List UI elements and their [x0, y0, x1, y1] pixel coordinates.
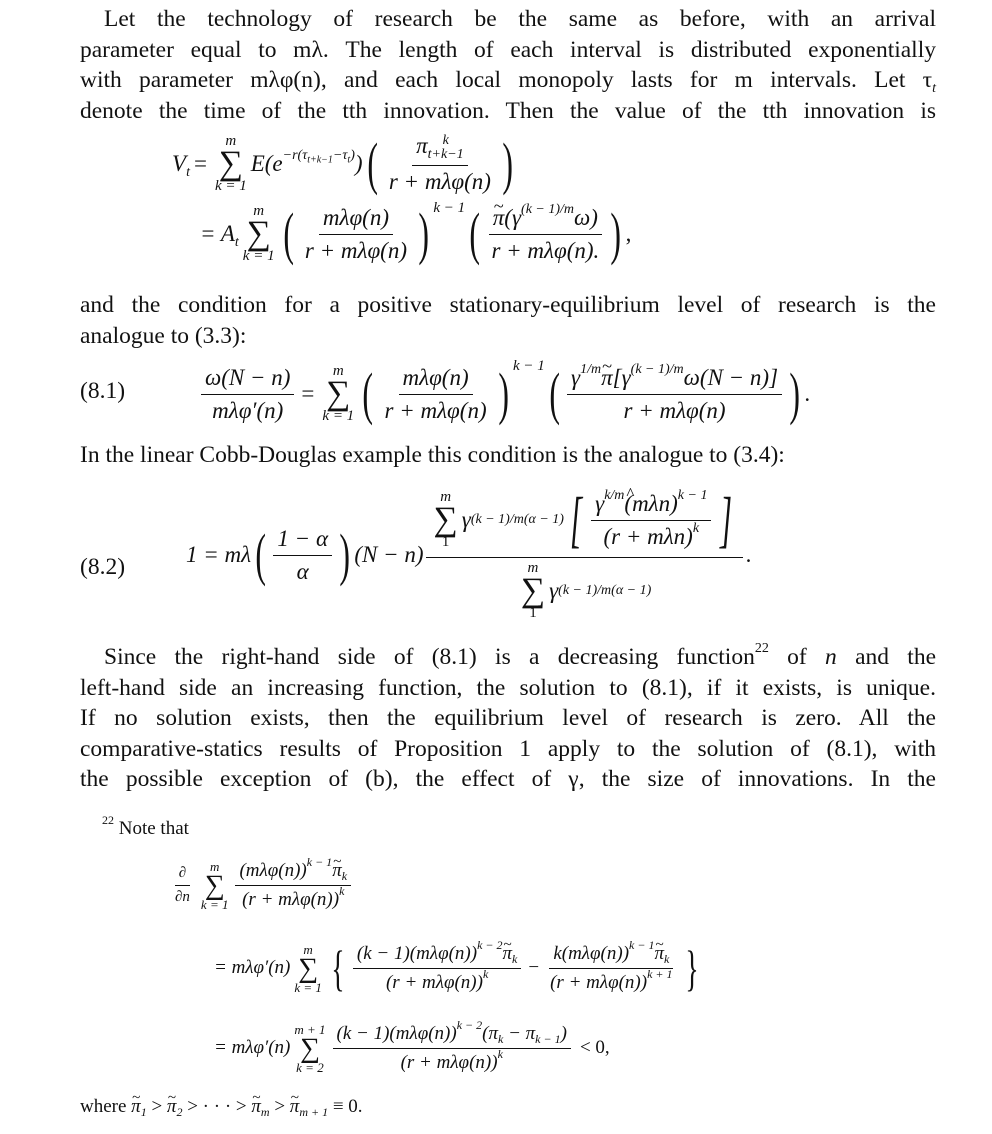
punctuation: . [745, 542, 752, 567]
denominator: ∂n [175, 888, 190, 905]
eq-text: γ [461, 507, 471, 532]
eq-text: 1 = mλ [186, 542, 252, 567]
eq-text: V [172, 151, 187, 176]
sum-upper-limit: m [527, 560, 539, 576]
sum-upper-limit: m [303, 941, 313, 957]
eq-text: γ [571, 364, 581, 390]
sum-lower-limit: 1 [441, 534, 450, 550]
eq-text: ω(N − n)] [683, 364, 779, 390]
eq-text: (k − 1)(mλφ(n)) [356, 942, 478, 964]
eq-text: ≡ 0. [332, 1096, 363, 1117]
eq-text: > [151, 1096, 163, 1117]
left-paren-icon: ( [255, 522, 267, 587]
fraction [235, 854, 351, 911]
derivative-operator [171, 865, 194, 906]
denominator [599, 521, 703, 550]
eq-text: Since the right-hand side of (8.1) is a decreasing function [104, 644, 755, 670]
eq-text: − π [503, 1022, 536, 1044]
equals-sign: = [301, 381, 315, 406]
eq-text: (π [482, 1022, 498, 1044]
pi-tilde: ~ π [503, 943, 513, 965]
text-line: Let the technology of research be the same as before, with an arrival [104, 6, 936, 32]
subscript: k [341, 868, 348, 883]
eq-text: (r + mλφ(n)) [242, 888, 340, 910]
pi-tilde: ~ π [601, 365, 613, 391]
denominator [546, 966, 676, 994]
denominator [382, 966, 492, 994]
text-line: and the condition for a positive stationary-equilibrium level of research is the [80, 292, 936, 318]
right-paren-icon: ) [502, 131, 513, 196]
text-line [80, 65, 936, 96]
left-paren-icon: ( [549, 361, 560, 426]
eq-text: −r(τ [282, 148, 308, 164]
denominator: r + mλφ(n) [623, 397, 726, 423]
eq-text: (r + mλφ(n)) [385, 971, 483, 993]
sum-lower-limit: k = 1 [200, 896, 229, 912]
right-paren-icon: ) [339, 522, 350, 587]
eq-text: ) [560, 1022, 567, 1044]
eq-text: ) [354, 151, 363, 176]
numerator [567, 361, 782, 395]
equation-8-2 [186, 472, 751, 638]
equation-value-line-1 [172, 132, 517, 196]
eq-text: (N − n) [354, 542, 424, 567]
right-paren-icon: ) [610, 201, 622, 266]
sigma-icon: ∑ [246, 215, 271, 252]
superscript: k [497, 1046, 503, 1061]
eq-text: ω) [574, 204, 598, 230]
summation [201, 860, 229, 911]
summation [322, 364, 354, 424]
superscript: k − 1 [677, 487, 708, 503]
superscript: k + 1 [647, 966, 673, 981]
right-bracket-icon: ] [720, 486, 733, 554]
pi-tilde: ~ π [332, 860, 342, 882]
numerator: 1 − α [273, 526, 332, 556]
subscript: k [663, 951, 670, 966]
left-brace-icon: { [331, 940, 345, 996]
eq-text: and the [836, 644, 937, 670]
pi-tilde: ~ π [167, 1096, 177, 1118]
eq-text: = mλφ′(n) [214, 957, 291, 978]
footnote-equation-1 [168, 848, 354, 922]
paragraph-cobb-douglas [80, 440, 936, 471]
sum-upper-limit: m [210, 858, 220, 874]
sum-upper-limit: m [440, 489, 452, 505]
eq-text: π [416, 133, 428, 159]
pi-tilde: ~ π [493, 205, 505, 231]
subscript: t [932, 80, 936, 96]
numerator: ∂ [175, 865, 190, 886]
text-line-content: with parameter mλφ(n), and each local monopoly lasts for m intervals. Let τ [80, 67, 933, 93]
paragraph-intro [80, 4, 936, 126]
sum-lower-limit: 1 [529, 605, 537, 621]
left-paren-icon: ( [282, 201, 294, 266]
eq-text: > [235, 1096, 247, 1117]
denominator: α [296, 558, 309, 584]
fraction [333, 1017, 571, 1074]
summation [434, 490, 458, 550]
left-paren-icon: ( [362, 361, 374, 426]
sigma-icon: ∑ [299, 1032, 320, 1064]
eq-text: where [80, 1096, 127, 1117]
paragraph-condition [80, 290, 936, 351]
superscript: k/m [604, 487, 625, 503]
eq-text: γ [549, 578, 559, 603]
footnote-equation-2 [214, 928, 704, 1008]
numerator: mλφ(n) [399, 365, 473, 395]
pi-tilde: ~ π [131, 1096, 141, 1118]
inequality: < 0, [579, 1037, 610, 1058]
denominator: m ∑ 1 γ (k − 1)/m(α − 1) [520, 560, 652, 621]
exponent: k − 1 [433, 200, 466, 216]
sum-lower-limit: k = 1 [242, 248, 275, 264]
sum-lower-limit: k = 1 [322, 408, 355, 424]
text-line [80, 642, 936, 673]
denominator: r + mλφ(n) [304, 237, 407, 263]
left-paren-icon: ( [469, 201, 481, 266]
denominator [397, 1046, 507, 1074]
text-line: If no solution exists, then the equilibrium level of research is zero. All the [80, 705, 936, 731]
punctuation: , [625, 221, 632, 246]
denominator: r + mλφ(n) [388, 168, 491, 194]
subscript: m + 1 [299, 1105, 329, 1120]
sigma-icon: ∑ [433, 501, 458, 538]
summation [521, 561, 545, 621]
numerator: mλφ(n) [319, 205, 393, 235]
numerator [591, 487, 711, 521]
numerator: ω(N − n) [201, 365, 294, 395]
superscript: k − 2 [477, 937, 503, 952]
subscript: k [512, 951, 518, 966]
eq-text: (γ [504, 204, 522, 230]
eq-text: ) [350, 148, 355, 164]
fraction [273, 526, 332, 585]
fraction [567, 361, 782, 424]
fraction [385, 133, 495, 195]
sup-sub-stack [428, 134, 464, 162]
left-bracket-icon: [ [570, 486, 583, 554]
right-paren-icon: ) [418, 201, 429, 266]
big-fraction [426, 486, 743, 621]
sum-upper-limit: m [253, 203, 265, 219]
footnote-reference[interactable]: 22 [754, 641, 769, 657]
exponent: k − 1 [512, 358, 545, 374]
right-paren-icon: ) [789, 361, 801, 426]
sum-upper-limit: m + 1 [294, 1021, 326, 1037]
summation [215, 134, 247, 194]
denominator: r + mλφ(n). [491, 237, 600, 263]
superscript: k − 1 [306, 854, 333, 869]
sigma-icon: ∑ [326, 375, 351, 412]
subscript: k − 1 [535, 1031, 561, 1046]
right-brace-icon: } [684, 940, 699, 996]
denominator: mλφ′(n) [212, 397, 284, 423]
subscript: t [234, 234, 239, 250]
eq-text: (r + mλφ(n)) [550, 971, 648, 993]
fraction [487, 201, 603, 264]
eq-text: Note that [118, 818, 189, 839]
equation-number: (8.1) [80, 378, 126, 404]
superscript: (k − 1)/m [630, 361, 684, 377]
denominator [238, 883, 348, 911]
eq-text: = mλφ′(n) [214, 1037, 291, 1058]
summation [294, 1023, 325, 1074]
equals-sign: = [193, 151, 207, 176]
sum-lower-limit: k = 1 [214, 178, 247, 194]
fraction [381, 365, 491, 424]
superscript: k − 1 [629, 937, 655, 952]
footnote-where-line [80, 1096, 363, 1118]
eq-text: [γ [612, 364, 631, 390]
numerator [333, 1017, 571, 1049]
text-line: denote the time of the tth innovation. Then the value of the tth innovation is [80, 97, 936, 124]
superscript: k [692, 520, 700, 536]
superscript: k [442, 132, 449, 148]
eq-text: (r + mλn) [603, 523, 693, 549]
sigma-icon: ∑ [204, 869, 225, 901]
text-line: parameter equal to mλ. The length of each interval is distributed exponentially [80, 36, 936, 63]
subscript: k [498, 1031, 504, 1046]
sigma-icon: ∑ [298, 952, 319, 984]
sum-lower-limit: k = 1 [294, 979, 322, 995]
ellipsis: · · · [202, 1096, 232, 1117]
eq-text: ^ (mλn) [624, 491, 677, 517]
fraction [546, 937, 676, 994]
sum-upper-limit: m [225, 133, 237, 149]
fraction [591, 487, 711, 550]
eq-text: E(e [250, 151, 283, 176]
denominator: r + mλφ(n) [384, 397, 487, 423]
subscript: 1 [140, 1105, 147, 1120]
numerator [412, 133, 468, 166]
eq-text: = A [200, 221, 235, 246]
text-line: In the linear Cobb-Douglas example this condition is the analogue to (3.4): [80, 442, 785, 468]
subscript: t+k−1 [307, 154, 333, 166]
numerator: m ∑ 1 γ (k − 1)/m(α − 1) [ $\frac{\gamma^{k/m}\^{} (m\lambda n)^{k - 1}}{(r + m\lambda n)^k}$ ] [426, 489, 743, 558]
subscript: 2 [176, 1105, 183, 1120]
numerator [353, 937, 521, 969]
sigma-icon: ∑ [520, 572, 546, 609]
paragraph-uniqueness [80, 642, 936, 795]
sum-lower-limit: k = 2 [296, 1059, 324, 1075]
fraction [201, 365, 294, 424]
right-paren-icon: ) [497, 361, 509, 426]
eq-text: k(mλφ(n)) [553, 942, 630, 964]
footnote-intro [102, 812, 189, 840]
subscript: t [347, 154, 351, 166]
eq-text: of [768, 644, 826, 670]
footnote-marker: 22 [102, 812, 114, 827]
eq-text: (k − 1)(mλφ(n)) [336, 1022, 457, 1044]
minus-sign: − [528, 957, 540, 978]
eq-symbol [172, 151, 190, 180]
expectation [250, 148, 363, 177]
text-line: comparative-statics results of Proposition 1 apply to the solution of (8.1), with [80, 735, 936, 762]
equation-value-line-2 [200, 198, 631, 270]
pi-tilde: ~ π [290, 1096, 300, 1118]
left-paren-icon: ( [366, 131, 378, 196]
equation-8-1 [198, 356, 810, 432]
subscript: t [186, 164, 190, 180]
eq-symbol [200, 221, 239, 250]
superscript: k − 2 [456, 1017, 483, 1032]
summation [243, 204, 275, 264]
text-line: the possible exception of (b), the effect of γ, the size of innovations. In the [80, 766, 936, 792]
pi-tilde: ~ π [251, 1096, 261, 1118]
eq-text: (mλφ(n)) [239, 859, 307, 881]
superscript: k [339, 883, 345, 898]
punctuation: . [804, 381, 811, 406]
summation [294, 943, 322, 994]
numerator [489, 201, 602, 235]
eq-text: −τ [332, 148, 348, 164]
subscript: m [260, 1105, 270, 1120]
numerator [235, 854, 351, 886]
fraction [301, 205, 411, 264]
text-line: analogue to (3.3): [80, 322, 247, 349]
equation-number: (8.2) [80, 554, 126, 580]
fraction [353, 937, 521, 994]
footnote-equation-3 [214, 1010, 610, 1086]
subscript: t+k−1 [427, 146, 464, 162]
eq-text: γ [595, 490, 605, 516]
superscript: (k − 1)/m [521, 201, 575, 217]
eq-text: > [274, 1096, 286, 1117]
eq-text: (r + mλφ(n)) [400, 1051, 498, 1073]
numerator [549, 937, 673, 969]
sum-upper-limit: m [332, 363, 344, 379]
pi-tilde: ~ π [654, 943, 664, 965]
superscript: 1/m [580, 361, 602, 377]
superscript: k [482, 966, 489, 981]
text-line: left-hand side an increasing function, the solution to (8.1), if it exists, is unique. [80, 674, 936, 701]
eq-text: n [825, 644, 837, 670]
eq-text: > [187, 1096, 198, 1117]
sigma-icon: ∑ [218, 145, 243, 182]
